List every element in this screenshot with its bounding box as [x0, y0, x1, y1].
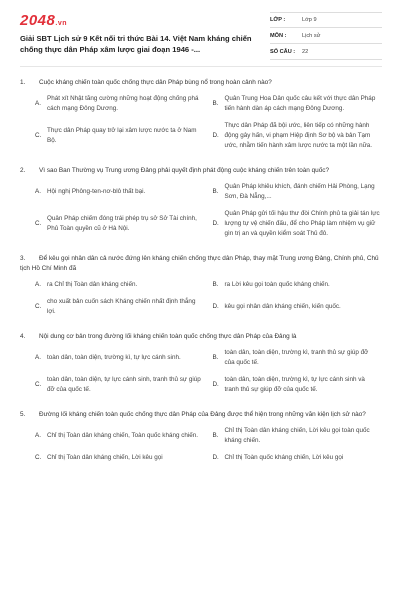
option-text: Hội nghị Phông-ten-nơ-blô thất bại. — [47, 188, 146, 195]
question-body: Đường lối kháng chiến toàn quốc chống thực dân Pháp của Đảng được thể hiện trong những văn kiện lịch sử nào? — [39, 411, 366, 418]
option-a[interactable] — [35, 182, 205, 202]
option-text: ra Lời kêu gọi toàn quốc kháng chiến. — [224, 281, 330, 288]
option-text: Quân Pháp khiêu khích, đánh chiếm Hải Phòng, Lạng Sơn, Đà Nẵng,... — [224, 183, 375, 200]
meta-row-count — [270, 44, 382, 60]
option-c[interactable] — [35, 297, 205, 317]
option-a[interactable] — [35, 348, 205, 368]
option-letter: C. — [35, 132, 42, 139]
option-text: Thực dân Pháp quay trở lại xâm lược nước ta ở Nam Bộ. — [47, 127, 197, 144]
meta-table — [270, 12, 382, 60]
question-text — [20, 332, 382, 342]
option-letter: B. — [212, 354, 219, 361]
option-b[interactable] — [213, 182, 383, 202]
option-letter: A. — [35, 432, 41, 439]
question-text — [20, 78, 382, 88]
question-text — [20, 254, 382, 274]
option-text: toàn dân, toàn diện, trường kì, tranh thủ sự giúp đỡ của quốc tế. — [224, 349, 369, 366]
option-c[interactable] — [35, 209, 205, 239]
question-item — [20, 410, 382, 463]
question-text — [20, 410, 382, 420]
question-number: 5. — [20, 411, 26, 418]
header-divider — [20, 66, 382, 67]
option-letter: D. — [212, 220, 219, 227]
options-grid — [35, 280, 382, 317]
options-grid — [35, 426, 382, 463]
option-d[interactable] — [213, 375, 383, 395]
option-c[interactable] — [35, 453, 205, 463]
option-text: cho xuất bản cuốn sách Kháng chiến nhất định thắng lợi. — [47, 298, 196, 315]
question-item — [20, 166, 382, 239]
option-text: toàn dân, toàn diện, trường kì, tự lực cánh sinh. — [47, 354, 181, 361]
question-item — [20, 254, 382, 317]
option-letter: B. — [212, 432, 219, 439]
meta-row-subject — [270, 28, 382, 44]
question-body: Vì sao Ban Thường vụ Trung ương Đảng phải quyết định phát động cuộc kháng chiến trên toàn quốc? — [39, 167, 330, 174]
question-item — [20, 332, 382, 395]
question-list — [20, 78, 382, 478]
meta-key: SỐ CÂU : — [270, 48, 296, 55]
options-grid — [35, 182, 382, 239]
option-text: toàn dân, toàn diện, tự lực cánh sinh, tranh thủ sự giúp đỡ của quốc tế. — [47, 376, 201, 393]
bottom-fade — [0, 590, 400, 600]
option-letter: C. — [35, 220, 42, 227]
option-text: kêu gọi nhân dân kháng chiến, kiến quốc. — [224, 303, 341, 310]
option-text: Quân Pháp gửi tối hậu thư đòi Chính phủ ta giải tán lực lượng tự vệ chiến đấu, để cho Pháp làm nhiệm vụ giữ gìn trị an và quyền kiểm soát Thủ đô. — [224, 210, 380, 237]
option-letter: B. — [212, 188, 219, 195]
option-letter: A. — [35, 100, 41, 107]
option-text: Quân Pháp chiếm đóng trái phép trụ sở Sở Tài chính, Phủ Toàn quyền cũ ở Hà Nội. — [47, 215, 197, 232]
meta-value: Lịch sử — [302, 32, 321, 39]
option-letter: C. — [35, 303, 42, 310]
option-b[interactable] — [213, 348, 383, 368]
question-number: 3. — [20, 255, 26, 262]
option-text: Quân Trung Hoa Dân quốc câu kết với thực dân Pháp tiến hành dàn áp cách mạng Đông Dương. — [224, 95, 376, 112]
page-header — [20, 12, 382, 58]
option-b[interactable] — [213, 94, 383, 114]
question-body: Cuộc kháng chiến toàn quốc chống thực dân Pháp bùng nổ trong hoàn cảnh nào? — [39, 79, 272, 86]
option-text: Phát xít Nhật tăng cường những hoạt động chống phá cách mạng Đông Dương. — [47, 95, 199, 112]
option-letter: C. — [35, 454, 42, 461]
option-d[interactable] — [213, 297, 383, 317]
option-a[interactable] — [35, 426, 205, 446]
meta-key: LỚP : — [270, 17, 286, 23]
option-text: toàn dân, toàn diện, trường kì, tự lực cánh sinh và tranh thủ sự giúp đỡ của quốc tế. — [224, 376, 365, 393]
option-c[interactable] — [35, 375, 205, 395]
option-d[interactable] — [213, 209, 383, 239]
option-letter: A. — [35, 354, 41, 361]
option-letter: A. — [35, 281, 41, 288]
option-d[interactable] — [213, 121, 383, 151]
document-title: Giải SBT Lịch sử 9 Kết nối tri thức Bài 14. Việt Nam kháng chiến chống thực dân Pháp xâm lược giai đoạn 1946 -... — [20, 34, 252, 54]
question-body: Để kêu gọi nhân dân cả nước đứng lên kháng chiến chống thực dân Pháp, thay mặt Trung ương Đảng, Chính phủ, Chủ tịch Hồ Chí Minh đã — [20, 255, 379, 272]
option-c[interactable] — [35, 121, 205, 151]
options-grid — [35, 348, 382, 395]
option-letter: D. — [212, 454, 219, 461]
option-text: Chỉ thị Toàn quốc kháng chiến, Lời kêu gọi — [224, 454, 344, 461]
option-letter: D. — [212, 303, 219, 310]
option-letter: D. — [212, 132, 219, 139]
option-letter: B. — [212, 100, 219, 107]
option-letter: B. — [212, 281, 219, 288]
option-text: Chỉ thị Toàn dân kháng chiến, Toàn quốc kháng chiến. — [47, 432, 199, 439]
option-text: ra Chỉ thị Toàn dân kháng chiến. — [47, 281, 138, 288]
meta-value: Lớp 9 — [302, 17, 317, 23]
option-text: Thực dân Pháp đã bội ước, liên tiếp có những hành động gây hấn, vi phạm Hiệp định Sơ bộ và bản Tạm ước, nhằm tiến hành xâm lược nước ta một lần nữa. — [224, 122, 373, 149]
logo-suffix: .vn — [55, 20, 67, 27]
option-b[interactable] — [213, 426, 383, 446]
option-letter: C. — [35, 381, 42, 388]
option-letter: D. — [212, 381, 219, 388]
option-text: Chỉ thị Toàn dân kháng chiến, Lời kêu gọi — [47, 454, 163, 461]
option-a[interactable] — [35, 94, 205, 114]
question-number: 2. — [20, 167, 26, 174]
question-number: 4. — [20, 333, 26, 340]
option-text: Chỉ thị Toàn dân kháng chiến, Lời kêu gọi toàn quốc kháng chiến. — [224, 427, 370, 444]
question-text — [20, 166, 382, 176]
options-grid — [35, 94, 382, 151]
option-a[interactable] — [35, 280, 205, 290]
option-letter: A. — [35, 188, 41, 195]
meta-row-class — [270, 12, 382, 28]
option-b[interactable] — [213, 280, 383, 290]
question-body: Nội dung cơ bản trong đường lối kháng chiến toàn quốc chống thực dân Pháp của Đảng là — [39, 333, 297, 340]
site-logo[interactable] — [20, 12, 67, 29]
logo-main: 2048 — [20, 12, 56, 29]
question-item — [20, 78, 382, 151]
question-number: 1. — [20, 79, 26, 86]
meta-value: 22 — [302, 48, 309, 55]
option-d[interactable] — [213, 453, 383, 463]
meta-key: MÔN : — [270, 32, 287, 39]
